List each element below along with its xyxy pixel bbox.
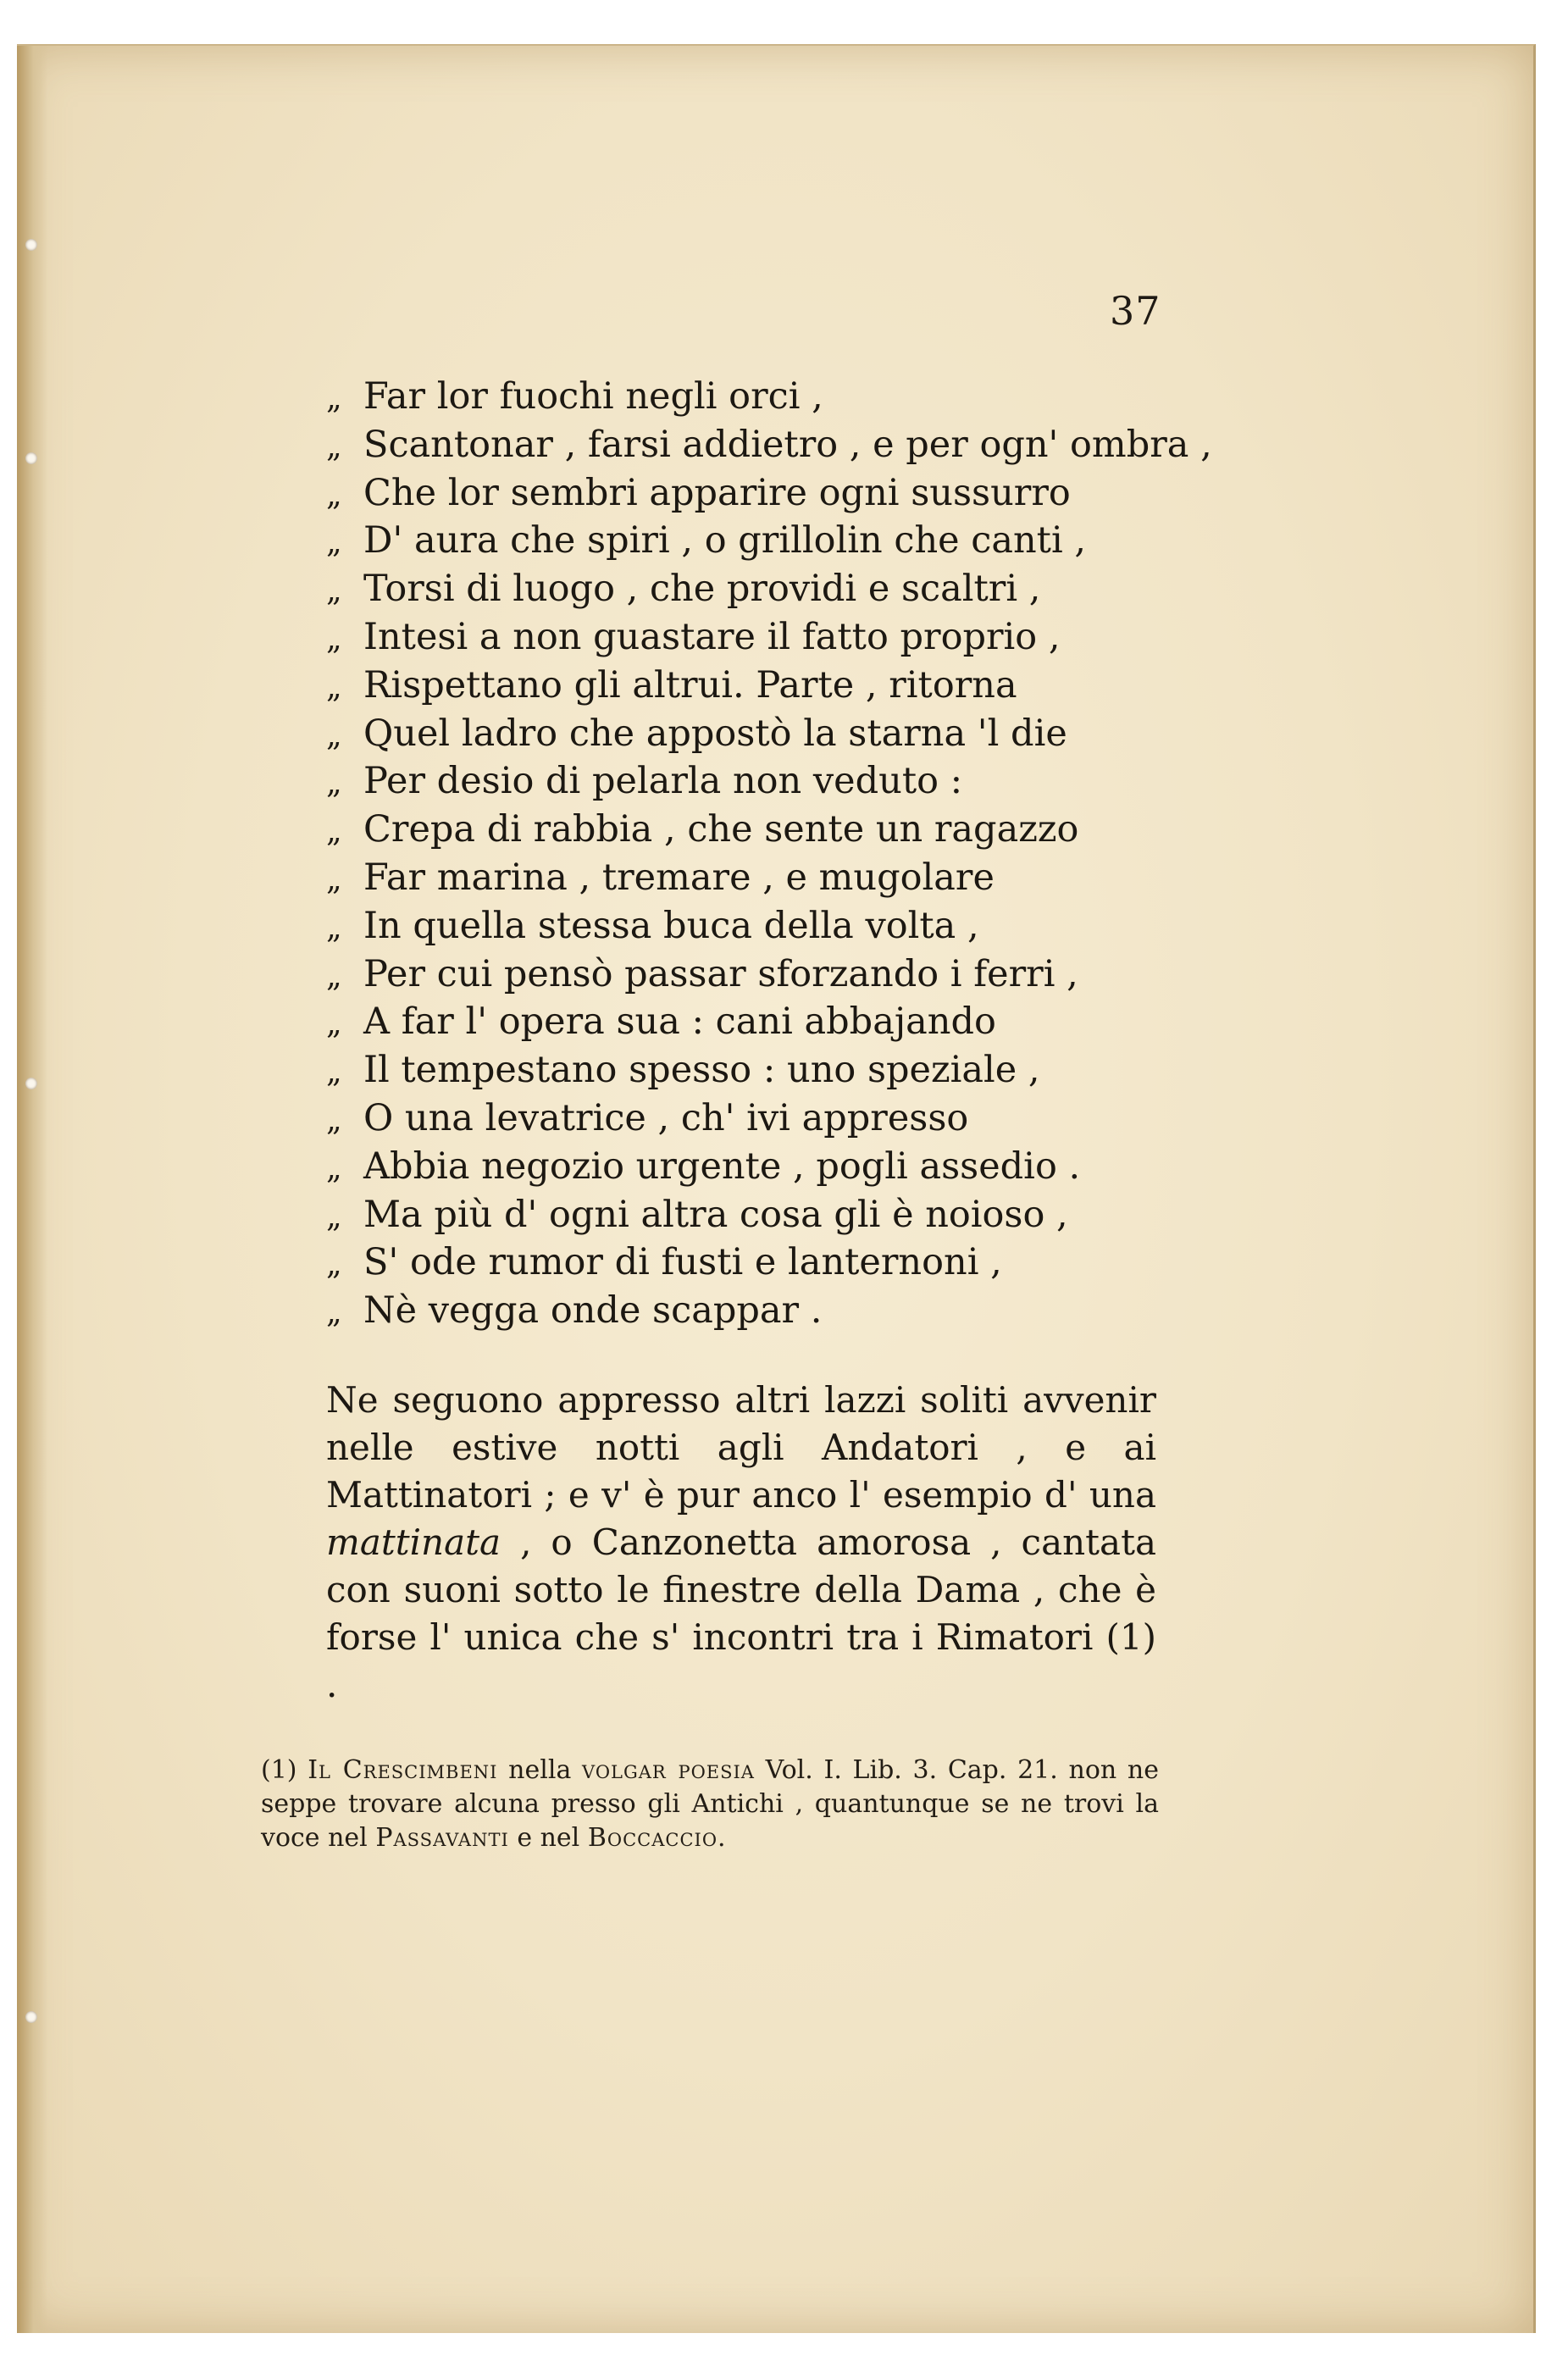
verse-text: Intesi a non guastare il fatto proprio , [363, 615, 1061, 658]
verse-line [326, 950, 1212, 999]
verse-text: Crepa di rabbia , che sente un ragazzo [363, 808, 1079, 851]
quote-mark: „ [326, 958, 342, 994]
quote-mark: „ [326, 574, 342, 609]
verse-text: O una levatrice , ch' ivi appresso [363, 1096, 969, 1139]
footnote-source: Passavanti [375, 1823, 509, 1853]
quote-mark: „ [326, 1150, 342, 1186]
quote-mark: „ [326, 621, 342, 657]
verse-text: D' aura che spiri , o grillolin che canti , [363, 519, 1087, 563]
paragraph-italic-term: mattinata [326, 1521, 501, 1563]
quote-mark: „ [326, 1247, 342, 1283]
footnote-text: . [718, 1823, 726, 1853]
verse-line [326, 565, 1212, 613]
verse-line [326, 854, 1212, 902]
quote-mark: „ [326, 766, 342, 801]
quote-mark: „ [326, 1006, 342, 1042]
sewing-hole [25, 452, 37, 464]
footnote-text: e nel [508, 1823, 588, 1853]
quote-mark: „ [326, 669, 342, 705]
footnote-source: Boccaccio [587, 1823, 718, 1853]
quote-mark: „ [326, 477, 342, 513]
verse-line [326, 998, 1212, 1046]
verse-text: Per desio di pelarla non veduto : [363, 760, 963, 803]
footnote-text: Vol. I. Lib. 3. Cap. 21. non ne seppe trovare alcuna presso gli Antichi , quantunque se ne trovi la voce nel [261, 1755, 1159, 1853]
verse-text: Quel ladro che appostò la starna 'l die [363, 712, 1067, 755]
sewing-hole [25, 2011, 37, 2023]
quote-mark: „ [326, 525, 342, 561]
verse-text: Far marina , tremare , e mugolare [363, 856, 995, 899]
binding-edge [17, 46, 47, 2333]
quote-mark: „ [326, 429, 342, 464]
verse-text: Il tempestano spesso : uno speziale , [363, 1049, 1040, 1092]
verse-text: Abbia negozio urgente , pogli assedio . [363, 1144, 1081, 1188]
verse-line [326, 662, 1212, 710]
verse-text: Che lor sembri apparire ogni sussurro [363, 471, 1071, 514]
verse-text: Rispettano gli altrui. Parte , ritorna [363, 663, 1017, 707]
quote-mark: „ [326, 1055, 342, 1090]
paragraph-text: , o Canzonetta amorosa , cantata con suoni sotto le finestre della Dama , che è forse l' unica che s' incontri tra i Rimatori (1) . [326, 1521, 1156, 1705]
verse-text: Far lor fuochi negli orci , [363, 375, 823, 418]
verse-line [326, 757, 1212, 806]
verse-text: Scantonar , farsi addietro , e per ogn' ombra , [363, 423, 1212, 466]
verse-text: Per cui pensò passar sforzando i ferri , [363, 952, 1078, 995]
verse-line [326, 806, 1212, 854]
verse-line [326, 902, 1212, 950]
quote-mark: „ [326, 381, 342, 416]
verse-line [326, 1046, 1212, 1095]
page-number: 37 [1110, 288, 1161, 334]
quote-mark: „ [326, 910, 342, 945]
verse-line [326, 613, 1212, 662]
verse-line [326, 1143, 1212, 1191]
verse-line [326, 1191, 1212, 1239]
verse-text: Ma più d' ogni altra cosa gli è noioso , [363, 1193, 1068, 1236]
quote-mark: „ [326, 814, 342, 850]
verse-line [326, 710, 1212, 758]
verse-text: In quella stessa buca della volta , [363, 904, 979, 947]
verse-line [326, 373, 1212, 421]
verse-line [326, 1287, 1212, 1335]
verse-text: Nè vegga onde scappar . [363, 1289, 823, 1333]
footnote-author: Il Crescimbeni [308, 1755, 498, 1785]
sewing-hole [25, 239, 37, 251]
footnote-text: nella [497, 1755, 583, 1785]
verse-quotation [326, 373, 1212, 1335]
quote-mark: „ [326, 718, 342, 753]
verse-text: A far l' opera sua : cani abbajando [363, 1000, 996, 1044]
footnote-work-title: volgar poesia [582, 1755, 755, 1785]
quote-mark: „ [326, 862, 342, 897]
verse-text: Torsi di luogo , che providi e scaltri , [363, 568, 1041, 611]
sewing-hole [25, 1078, 37, 1089]
footnote-marker: (1) [261, 1755, 297, 1785]
verse-line [326, 1239, 1212, 1287]
paragraph-text: Ne seguono appresso altri lazzi soliti avvenir nelle estive notti agli Andatori , e ai Mattinatori ; e v' è pur anco l' esempio d' una [326, 1379, 1156, 1516]
verse-line [326, 421, 1212, 469]
quote-mark: „ [326, 1102, 342, 1138]
quote-mark: „ [326, 1295, 342, 1331]
body-paragraph [326, 1377, 1156, 1709]
quote-mark: „ [326, 1199, 342, 1234]
verse-line [326, 517, 1212, 565]
verse-text: S' ode rumor di fusti e lanternoni , [363, 1241, 1002, 1284]
footnote [261, 1754, 1159, 1855]
verse-line [326, 469, 1212, 518]
verse-line [326, 1095, 1212, 1143]
